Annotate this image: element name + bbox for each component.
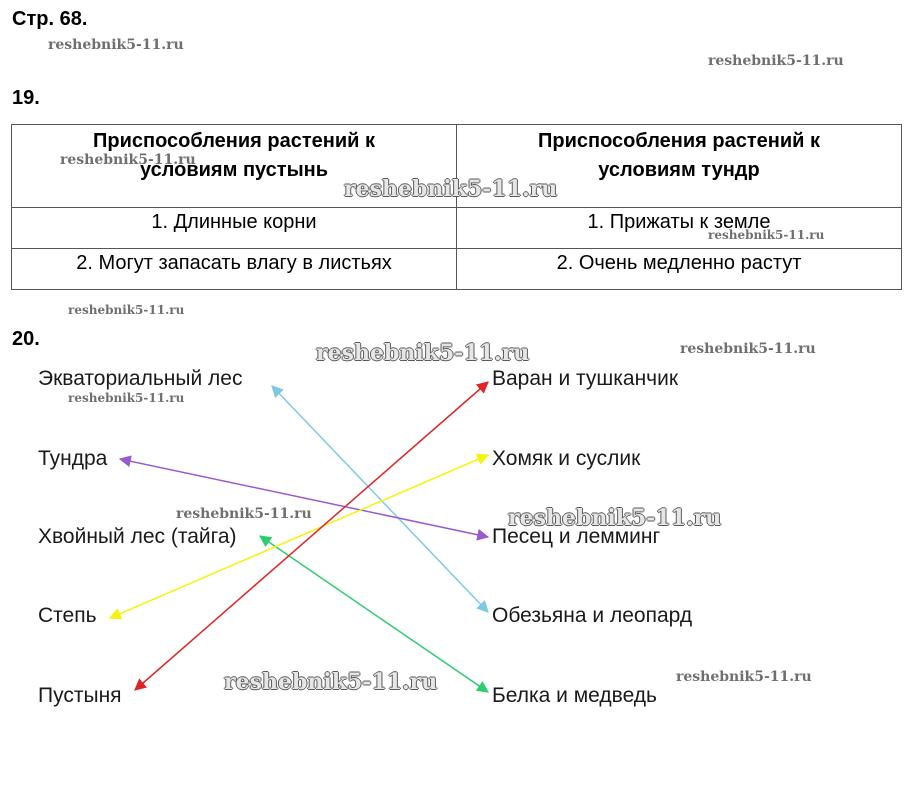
table-cell: 2. Очень медленно растут	[457, 249, 902, 290]
table-cell: 1. Длинные корни	[12, 208, 457, 249]
task-19-number: 19.	[12, 87, 40, 109]
watermark: reshebnik5-11.ru	[708, 228, 825, 242]
table-cell: 1. Прижаты к земле	[457, 208, 902, 249]
right-item-hamster-gopher: Хомяк и суслик	[492, 447, 641, 470]
watermark: reshebnik5-11.ru	[60, 152, 196, 168]
page-header: Стр. 68.	[12, 8, 88, 30]
left-item-taiga: Хвойный лес (тайга)	[38, 525, 237, 548]
watermark: reshebnik5-11.ru	[224, 669, 438, 695]
watermark: reshebnik5-11.ru	[680, 341, 816, 357]
watermark: reshebnik5-11.ru	[68, 391, 185, 405]
right-item-fox-lemming: Песец и лемминг	[492, 525, 661, 548]
right-item-monitor-jerboa: Варан и тушканчик	[492, 367, 679, 390]
table-header-desert: Приспособления растений к условиям пустынь	[12, 125, 457, 208]
watermark: reshebnik5-11.ru	[676, 669, 812, 685]
watermark: reshebnik5-11.ru	[176, 506, 312, 522]
watermark: reshebnik5-11.ru	[708, 53, 844, 69]
left-item-desert: Пустыня	[38, 684, 122, 707]
arrow-tundra-to-fox	[120, 459, 488, 537]
table-cell: 2. Могут запасать влагу в листьях	[12, 249, 457, 290]
right-item-monkey-leopard: Обезьяна и леопард	[492, 604, 693, 627]
right-item-squirrel-bear: Белка и медведь	[492, 684, 657, 707]
left-item-steppe: Степь	[38, 604, 97, 627]
watermark: reshebnik5-11.ru	[508, 505, 722, 531]
watermark: reshebnik5-11.ru	[344, 176, 558, 202]
table-header-tundra: Приспособления растений к условиям тундр	[457, 125, 902, 208]
watermark: reshebnik5-11.ru	[316, 340, 530, 366]
arrow-steppe-to-hamster	[110, 455, 488, 618]
arrow-equatorial-to-monkey	[272, 386, 488, 612]
task-20-number: 20.	[12, 328, 40, 350]
watermark: reshebnik5-11.ru	[48, 37, 184, 53]
left-item-tundra: Тундра	[38, 447, 108, 470]
watermark: reshebnik5-11.ru	[68, 303, 185, 317]
left-item-equatorial-forest: Экваториальный лес	[38, 367, 243, 390]
